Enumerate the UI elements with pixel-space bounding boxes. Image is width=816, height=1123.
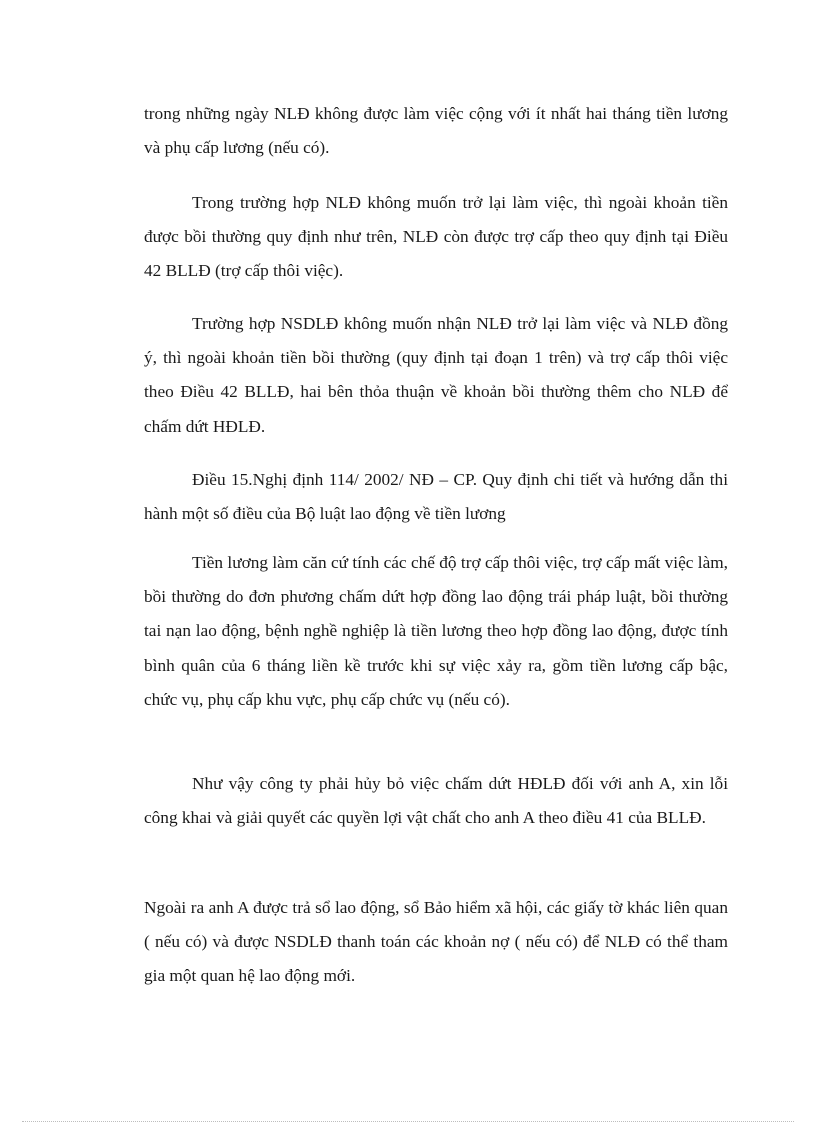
paragraph-wage-basis: Tiền lương làm căn cứ tính các chế độ trợ cấp thôi việc, trợ cấp mất việc làm, bồi thường do đơn phương chấm dứt hợp đồng lao động trái pháp luật, bồi thường tai nạn lao động, bệnh nghề nghiệp là tiền lương theo hợp đồng lao động, được tính bình quân của 6 tháng liền kề trước khi sự việc xảy ra, gồm tiền lương cấp bậc, chức vụ, phụ cấp khu vực, phụ cấp chức vụ (nếu có).: [144, 553, 728, 709]
paragraph-employer-refusal: Trường hợp NSDLĐ không muốn nhận NLĐ trở lại làm việc và NLĐ đồng ý, thì ngoài khoản tiền bồi thường (quy định tại đoạn 1 trên) và trợ cấp thôi việc theo Điều 42 BLLĐ, hai bên thỏa thuận về khoản bồi thường thêm cho NLĐ để chấm dứt HĐLĐ.: [144, 314, 728, 436]
paragraph-conclusion: Như vậy công ty phải hủy bỏ việc chấm dứt HĐLĐ đối với anh A, xin lỗi công khai và giải quyết các quyền lợi vật chất cho anh A theo điều 41 của BLLĐ.: [144, 774, 728, 828]
paragraph-wage-continuation: trong những ngày NLĐ không được làm việc cộng với ít nhất hai tháng tiền lương và phụ cấp lương (nếu có).: [144, 104, 728, 158]
paragraph-additional-rights: Ngoài ra anh A được trả sổ lao động, sổ Bảo hiểm xã hội, các giấy tờ khác liên quan ( nếu có) và được NSDLĐ thanh toán các khoản nợ ( nếu có) để NLĐ có thể tham gia một quan hệ lao động mới.: [144, 898, 728, 986]
page-bottom-divider: [22, 1121, 794, 1122]
paragraph-severance-allowance: Trong trường hợp NLĐ không muốn trở lại làm việc, thì ngoài khoản tiền được bồi thường quy định như trên, NLĐ còn được trợ cấp theo quy định tại Điều 42 BLLĐ (trợ cấp thôi việc).: [144, 193, 728, 281]
paragraph-decree-reference: Điều 15.Nghị định 114/ 2002/ NĐ – CP. Quy định chi tiết và hướng dẫn thi hành một số điều của Bộ luật lao động về tiền lương: [144, 470, 728, 524]
